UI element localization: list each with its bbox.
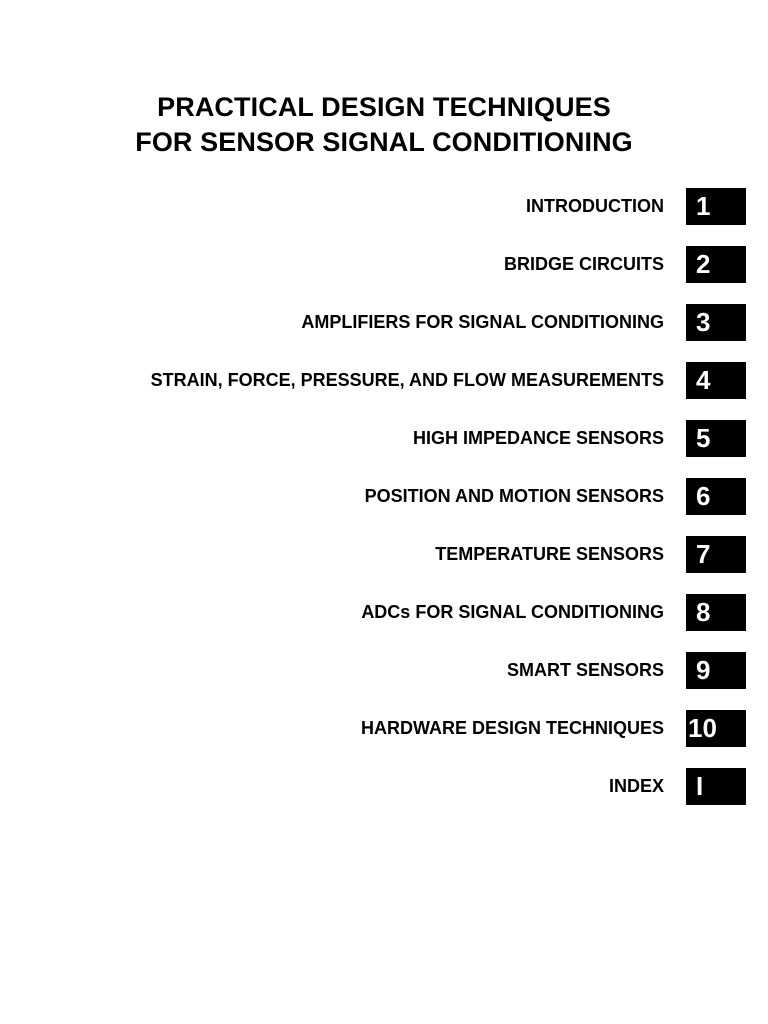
toc-label[interactable]: ADCs FOR SIGNAL CONDITIONING xyxy=(361,602,664,622)
section-tab[interactable]: 10 xyxy=(686,710,746,747)
section-tab[interactable]: I xyxy=(686,768,746,805)
toc-row-hardware-design[interactable] xyxy=(0,710,768,747)
section-tab[interactable]: 4 xyxy=(686,362,746,399)
toc-row-amplifiers[interactable] xyxy=(0,304,768,341)
section-tab[interactable]: 7 xyxy=(686,536,746,573)
section-tab[interactable]: 2 xyxy=(686,246,746,283)
toc-label[interactable]: INTRODUCTION xyxy=(526,196,664,216)
toc-row-smart-sensors[interactable] xyxy=(0,652,768,689)
section-tab[interactable]: 8 xyxy=(686,594,746,631)
page-title xyxy=(0,90,768,160)
toc-row-adcs[interactable] xyxy=(0,594,768,631)
toc-row-position-motion[interactable] xyxy=(0,478,768,515)
toc-label[interactable]: POSITION AND MOTION SENSORS xyxy=(364,486,664,506)
section-tab[interactable]: 3 xyxy=(686,304,746,341)
toc-row-high-impedance[interactable] xyxy=(0,420,768,457)
toc-row-introduction[interactable] xyxy=(0,188,768,225)
section-tab[interactable]: 5 xyxy=(686,420,746,457)
toc-label[interactable]: TEMPERATURE SENSORS xyxy=(435,544,664,564)
toc-label[interactable]: INDEX xyxy=(608,776,664,796)
section-tab[interactable]: 9 xyxy=(686,652,746,689)
page-title-line-1: PRACTICAL DESIGN TECHNIQUES xyxy=(157,92,611,122)
section-tab[interactable]: 1 xyxy=(686,188,746,225)
toc-row-index[interactable] xyxy=(0,768,768,805)
page-title-line-2: FOR SENSOR SIGNAL CONDITIONING xyxy=(135,127,633,157)
toc-label[interactable]: HIGH IMPEDANCE SENSORS xyxy=(412,428,664,448)
toc-label[interactable]: SMART SENSORS xyxy=(506,660,664,680)
toc-label[interactable]: HARDWARE DESIGN TECHNIQUES xyxy=(360,718,664,738)
toc-label[interactable]: BRIDGE CIRCUITS xyxy=(503,254,664,274)
toc-label[interactable]: AMPLIFIERS FOR SIGNAL CONDITIONING xyxy=(301,312,664,332)
toc-row-bridge-circuits[interactable] xyxy=(0,246,768,283)
toc-row-strain-force[interactable] xyxy=(0,362,768,399)
toc-row-temperature[interactable] xyxy=(0,536,768,573)
toc-label[interactable]: STRAIN, FORCE, PRESSURE, AND FLOW MEASUREMENTS xyxy=(150,370,664,390)
section-tab[interactable]: 6 xyxy=(686,478,746,515)
